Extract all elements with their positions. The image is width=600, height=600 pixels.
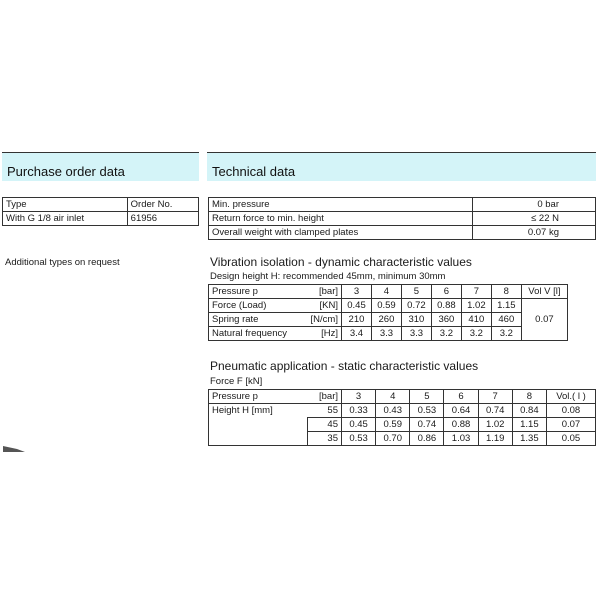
table-row	[209, 432, 596, 446]
cell-value: 460	[491, 313, 521, 327]
vol-header: Vol V [l]	[521, 285, 567, 299]
tech-value: ≤ 22 N	[473, 212, 596, 226]
cell-value: 0.53	[410, 404, 444, 418]
tech-value: 0 bar	[473, 198, 596, 212]
cell-value: 410	[461, 313, 491, 327]
pressure-value: 8	[491, 285, 521, 299]
type-cell: With G 1/8 air inlet	[3, 212, 128, 226]
cell-value: 0.59	[376, 418, 410, 432]
pneumatic-table	[208, 389, 596, 446]
vol-value: 0.08	[546, 404, 595, 418]
cell-value: 310	[401, 313, 431, 327]
technical-data-table	[208, 197, 596, 240]
order-number-cell: 61956	[127, 212, 198, 226]
cell-value: 0.84	[512, 404, 546, 418]
pressure-value: 7	[478, 390, 512, 404]
pneumatic-subtitle: Force F [kN]	[210, 376, 263, 387]
vol-value: 0.07	[546, 418, 595, 432]
purchase-order-title: Purchase order data	[7, 164, 125, 179]
table-row	[209, 327, 568, 341]
pressure-value: 4	[376, 390, 410, 404]
cell-value: 1.02	[478, 418, 512, 432]
cell-value: 1.03	[444, 432, 478, 446]
cell-value: 3.2	[491, 327, 521, 341]
cell-value: 3.3	[401, 327, 431, 341]
purchase-order-header	[2, 152, 199, 181]
cell-value: 0.88	[431, 299, 461, 313]
pressure-value: 4	[371, 285, 401, 299]
cell-value: 0.59	[371, 299, 401, 313]
cell-value: 0.70	[376, 432, 410, 446]
vol-header: Vol.( l )	[546, 390, 595, 404]
table-row	[209, 404, 596, 418]
cell-value: 0.43	[376, 404, 410, 418]
pressure-label: Pressure p	[209, 390, 308, 404]
purchase-order-table	[2, 197, 199, 226]
vol-value: 0.07	[521, 299, 567, 341]
cell-value: 3.2	[431, 327, 461, 341]
table-row	[209, 390, 596, 404]
cell-value: 0.45	[342, 418, 376, 432]
row-label: Spring rate	[209, 313, 308, 327]
col-order-header: Order No.	[127, 198, 198, 212]
cell-value: 0.45	[342, 299, 372, 313]
pneumatic-title: Pneumatic application - static characteristic values	[210, 359, 479, 373]
row-label: Natural frequency	[209, 327, 308, 341]
height-value: 55	[307, 404, 342, 418]
table-row	[209, 313, 568, 327]
table-row	[3, 198, 199, 212]
vibration-table	[208, 284, 568, 341]
table-row	[209, 285, 568, 299]
pressure-value: 3	[342, 285, 372, 299]
row-unit: [N/cm]	[307, 313, 342, 327]
pressure-value: 7	[461, 285, 491, 299]
cell-value: 1.19	[478, 432, 512, 446]
cell-value: 3.4	[342, 327, 372, 341]
cell-value: 260	[371, 313, 401, 327]
cell-value: 3.2	[461, 327, 491, 341]
pressure-value: 6	[444, 390, 478, 404]
pressure-value: 6	[431, 285, 461, 299]
cell-value: 1.35	[512, 432, 546, 446]
tech-label: Min. pressure	[209, 198, 473, 212]
cell-value: 1.02	[461, 299, 491, 313]
height-value: 35	[307, 432, 342, 446]
cell-value: 3.3	[371, 327, 401, 341]
cell-value: 0.64	[444, 404, 478, 418]
height-value: 45	[307, 418, 342, 432]
arrow-icon	[3, 446, 25, 452]
pressure-value: 8	[512, 390, 546, 404]
pressure-unit: [bar]	[307, 390, 342, 404]
technical-data-title: Technical data	[212, 164, 296, 179]
table-row	[209, 198, 596, 212]
table-row	[209, 226, 596, 240]
cell-value: 1.15	[491, 299, 521, 313]
cell-value: 0.86	[410, 432, 444, 446]
vibration-subtitle: Design height H: recommended 45mm, minimum 30mm	[210, 271, 446, 282]
pressure-value: 5	[410, 390, 444, 404]
pressure-unit: [bar]	[307, 285, 342, 299]
table-row	[209, 212, 596, 226]
tech-value: 0.07 kg	[473, 226, 596, 240]
cell-value: 0.53	[342, 432, 376, 446]
height-label-spacer	[209, 418, 308, 432]
vol-value: 0.05	[546, 432, 595, 446]
table-row	[3, 212, 199, 226]
table-row	[209, 299, 568, 313]
additional-types-note: Additional types on request	[5, 257, 120, 268]
pressure-value: 3	[342, 390, 376, 404]
row-label: Force (Load)	[209, 299, 308, 313]
row-unit: [KN]	[307, 299, 342, 313]
cell-value: 210	[342, 313, 372, 327]
cell-value: 0.72	[401, 299, 431, 313]
tech-label: Overall weight with clamped plates	[209, 226, 473, 240]
table-row	[209, 418, 596, 432]
tech-label: Return force to min. height	[209, 212, 473, 226]
cell-value: 360	[431, 313, 461, 327]
cell-value: 0.88	[444, 418, 478, 432]
col-type-header: Type	[3, 198, 128, 212]
cell-value: 0.74	[410, 418, 444, 432]
cell-value: 0.33	[342, 404, 376, 418]
pressure-value: 5	[401, 285, 431, 299]
cell-value: 0.74	[478, 404, 512, 418]
height-label: Height H [mm]	[209, 404, 308, 418]
cell-value: 1.15	[512, 418, 546, 432]
vibration-title: Vibration isolation - dynamic characteristic values	[210, 255, 472, 269]
pressure-label: Pressure p	[209, 285, 308, 299]
row-unit: [Hz]	[307, 327, 342, 341]
height-label-spacer	[209, 432, 308, 446]
technical-data-header	[207, 152, 596, 181]
